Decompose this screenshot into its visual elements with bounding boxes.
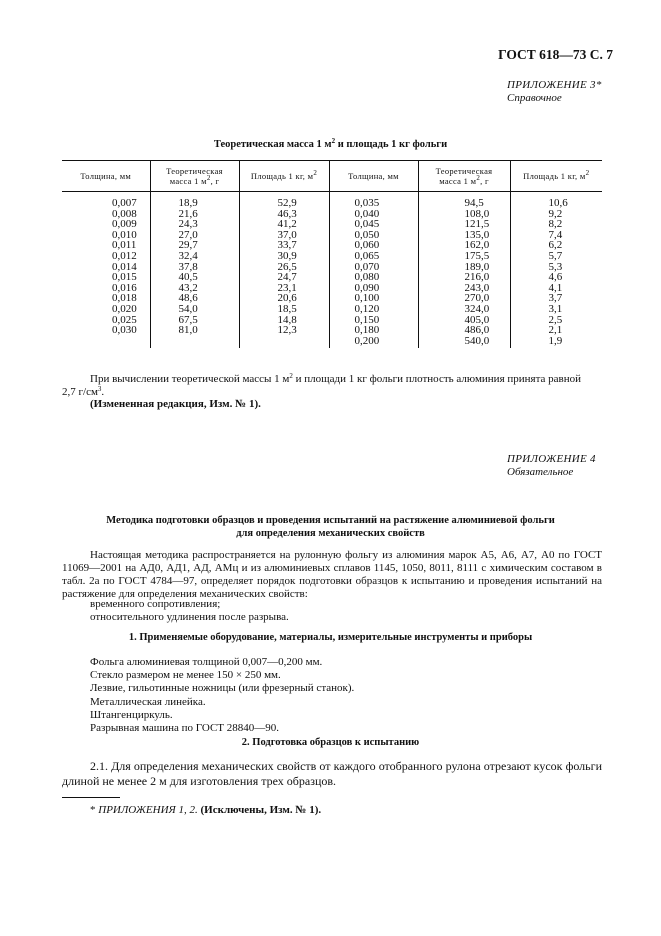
cell-area: 24,7 xyxy=(239,272,329,283)
cell-mass-2: 108,0 xyxy=(418,209,510,220)
cell-mass: 40,5 xyxy=(150,272,239,283)
table-row xyxy=(62,336,602,349)
cell-area: 26,5 xyxy=(239,262,329,273)
cell-mass-2: 189,0 xyxy=(418,262,510,273)
footnote: * ПРИЛОЖЕНИЯ 1, 2. (Исключены, Изм. № 1). xyxy=(90,804,322,816)
list-item: Лезвие, гильотинные ножницы (или фрезерный станок). xyxy=(90,682,355,695)
cell-thickness-2: 0,035 xyxy=(329,192,418,209)
appendix-4-subtitle: Обязательное xyxy=(507,466,574,478)
section-2-paragraph: 2.1. Для определения механических свойств от каждого отобранного рулона отрезают кусок фольги длиной не менее 2 м для изготовления трех образцов. xyxy=(62,759,602,788)
intro-paragraph: Настоящая методика распространяется на рулонную фольгу из алюминия марок А5, А6, А7, А0 по ГОСТ 11069—2001 на АД0, АД1, АД, АМц и из алюминиевых сплавов 1145, 1050, 8011, 8111 с химическим составом в табл. 2а по ГОСТ 4784—97, определяет порядок подготовки образцов к испытанию и проведения испытаний на растяжение для определения механических свойств: xyxy=(62,549,602,600)
cell-thickness: 0,020 xyxy=(112,302,137,315)
cell-area-2: 7,4 xyxy=(510,230,602,241)
cell-thickness-2: 0,040 xyxy=(329,209,418,220)
cell-area-2: 1,9 xyxy=(510,336,602,349)
cell-mass: 81,0 xyxy=(150,325,239,336)
cell-mass-2: 135,0 xyxy=(418,230,510,241)
cell-area: 46,3 xyxy=(239,209,329,220)
cell-thickness-2: 0,070 xyxy=(329,262,418,273)
cell-area: 33,7 xyxy=(239,240,329,251)
cell-thickness: 0,025 xyxy=(112,313,137,326)
cell-mass-2: 216,0 xyxy=(418,272,510,283)
table-row xyxy=(62,240,602,251)
cell-mass-2: 405,0 xyxy=(418,315,510,326)
cell-thickness: 0,012 xyxy=(112,249,137,262)
appendix-3-subtitle: Справочное xyxy=(507,92,562,104)
table-row xyxy=(62,272,602,283)
cell-mass: 18,9 xyxy=(150,192,239,209)
cell-thickness: 0,010 xyxy=(112,228,137,241)
table-row xyxy=(62,325,602,336)
appendix-4-label xyxy=(507,453,596,479)
cell-area-2: 6,2 xyxy=(510,240,602,251)
cell-area: 23,1 xyxy=(239,283,329,294)
cell-area xyxy=(239,336,329,349)
header-thickness-2: Толщина, мм xyxy=(329,161,418,192)
cell-mass-2: 94,5 xyxy=(418,192,510,209)
table-row xyxy=(62,209,602,220)
cell-thickness-2: 0,080 xyxy=(329,272,418,283)
cell-mass-2: 270,0 xyxy=(418,293,510,304)
cell-area: 41,2 xyxy=(239,219,329,230)
list-item: Фольга алюминиевая толщиной 0,007—0,200 мм. xyxy=(90,656,323,668)
header-area: Площадь 1 кг, $м^2$ xyxy=(239,161,329,192)
cell-mass xyxy=(150,336,239,349)
cell-thickness: 0,015 xyxy=(112,271,137,284)
cell-area-2: 10,6 xyxy=(510,192,602,209)
header-area-2: Площадь 1 кг, $м^2$ xyxy=(510,161,602,192)
cell-mass-2: 243,0 xyxy=(418,283,510,294)
cell-thickness-2: 0,150 xyxy=(329,315,418,326)
cell-thickness-2: 0,200 xyxy=(329,336,418,349)
header-mass: Теоретическая масса 1 $м^2$, г xyxy=(150,161,239,192)
cell-area: 18,5 xyxy=(239,304,329,315)
method-title: Методика подготовки образцов и проведения испытаний на растяжение алюминиевой фольги для определения механических свойств xyxy=(106,515,555,539)
change-note: (Измененная редакция, Изм. № 1). xyxy=(90,398,261,410)
cell-area: 37,0 xyxy=(239,230,329,241)
page-header: ГОСТ 618—73 С. 7 xyxy=(498,47,613,62)
table-body xyxy=(62,192,602,349)
density-note: При вычислении теоретической массы 1 $м^2$ и площади 1 кг фольги плотность алюминия принята равной 2,7 $г/см^3$. xyxy=(62,372,582,398)
cell-area-2: 8,2 xyxy=(510,219,602,230)
footnote-divider xyxy=(62,797,120,798)
cell-mass: 24,3 xyxy=(150,219,239,230)
appendix-4-title: ПРИЛОЖЕНИЕ 4 xyxy=(507,453,596,465)
cell-thickness: 0,007 xyxy=(112,197,137,209)
cell-area-2: 2,1 xyxy=(510,325,602,336)
cell-thickness-2: 0,065 xyxy=(329,251,418,262)
cell-area: 52,9 xyxy=(239,192,329,209)
cell-thickness: 0,018 xyxy=(112,292,137,305)
table-row xyxy=(62,192,602,209)
intro-item-2: относительного удлинения после разрыва. xyxy=(90,611,289,623)
cell-thickness: 0,009 xyxy=(112,218,137,231)
table-row xyxy=(62,304,602,315)
table-row xyxy=(62,262,602,273)
cell-mass-2: 324,0 xyxy=(418,304,510,315)
cell-thickness: 0,011 xyxy=(112,239,137,252)
table-row xyxy=(62,293,602,304)
cell-thickness-2: 0,120 xyxy=(329,304,418,315)
table-row xyxy=(62,219,602,230)
table-row xyxy=(62,315,602,326)
cell-thickness: 0,014 xyxy=(112,260,137,273)
cell-area: 20,6 xyxy=(239,293,329,304)
cell-thickness-2: 0,045 xyxy=(329,219,418,230)
cell-thickness xyxy=(62,336,150,349)
mass-area-table xyxy=(62,160,602,348)
cell-area-2: 9,2 xyxy=(510,209,602,220)
table-title: Теоретическая масса 1 $м^2$ и площадь 1 кг фольги xyxy=(213,137,448,150)
appendix-3-label xyxy=(507,79,602,105)
cell-area-2: 3,7 xyxy=(510,293,602,304)
header-thickness: Толщина, мм xyxy=(62,161,150,192)
cell-area: 30,9 xyxy=(239,251,329,262)
cell-area: 14,8 xyxy=(239,315,329,326)
table-row xyxy=(62,283,602,294)
cell-thickness-2: 0,090 xyxy=(329,283,418,294)
appendix-3-title: ПРИЛОЖЕНИЕ 3* xyxy=(507,79,602,91)
cell-mass: 37,8 xyxy=(150,262,239,273)
cell-mass: 54,0 xyxy=(150,304,239,315)
cell-thickness: 0,016 xyxy=(112,281,137,294)
list-item: Стекло размером не менее 150 × 250 мм. xyxy=(90,669,281,682)
table-row xyxy=(62,251,602,262)
cell-area-2: 2,5 xyxy=(510,315,602,326)
cell-area: 12,3 xyxy=(239,325,329,336)
cell-mass-2: 121,5 xyxy=(418,219,510,230)
cell-thickness: 0,030 xyxy=(112,324,137,337)
cell-thickness: 0,008 xyxy=(112,207,137,220)
cell-mass: 48,6 xyxy=(150,293,239,304)
cell-area-2: 3,1 xyxy=(510,304,602,315)
cell-area-2: 4,1 xyxy=(510,283,602,294)
section-2-title: 2. Подготовка образцов к испытанию xyxy=(241,737,420,748)
cell-mass: 32,4 xyxy=(150,251,239,262)
list-item: Разрывная машина по ГОСТ 28840—90. xyxy=(90,722,280,735)
cell-thickness-2: 0,100 xyxy=(329,293,418,304)
section-1-list xyxy=(90,656,354,735)
list-item: Штангенциркуль. xyxy=(90,708,173,721)
cell-thickness-2: 0,060 xyxy=(329,240,418,251)
list-item: Металлическая линейка. xyxy=(90,695,206,708)
cell-area-2: 4,6 xyxy=(510,272,602,283)
cell-mass: 27,0 xyxy=(150,230,239,241)
cell-area-2: 5,3 xyxy=(510,262,602,273)
cell-mass-2: 162,0 xyxy=(418,240,510,251)
cell-mass: 67,5 xyxy=(150,315,239,326)
cell-area-2: 5,7 xyxy=(510,251,602,262)
intro-item-1: временного сопротивления; xyxy=(90,598,221,610)
cell-mass-2: 486,0 xyxy=(418,325,510,336)
table-row xyxy=(62,230,602,241)
cell-mass: 21,6 xyxy=(150,209,239,220)
cell-mass-2: 175,5 xyxy=(418,251,510,262)
header-mass-2: Теоретическая масса 1 $м^2$, г xyxy=(418,161,510,192)
cell-thickness-2: 0,180 xyxy=(329,325,418,336)
cell-mass: 29,7 xyxy=(150,240,239,251)
section-1-title: 1. Применяемые оборудование, материалы, измерительные инструменты и приборы xyxy=(128,632,533,643)
table-header-row xyxy=(62,161,602,192)
cell-mass-2: 540,0 xyxy=(418,336,510,349)
cell-thickness-2: 0,050 xyxy=(329,230,418,241)
cell-mass: 43,2 xyxy=(150,283,239,294)
